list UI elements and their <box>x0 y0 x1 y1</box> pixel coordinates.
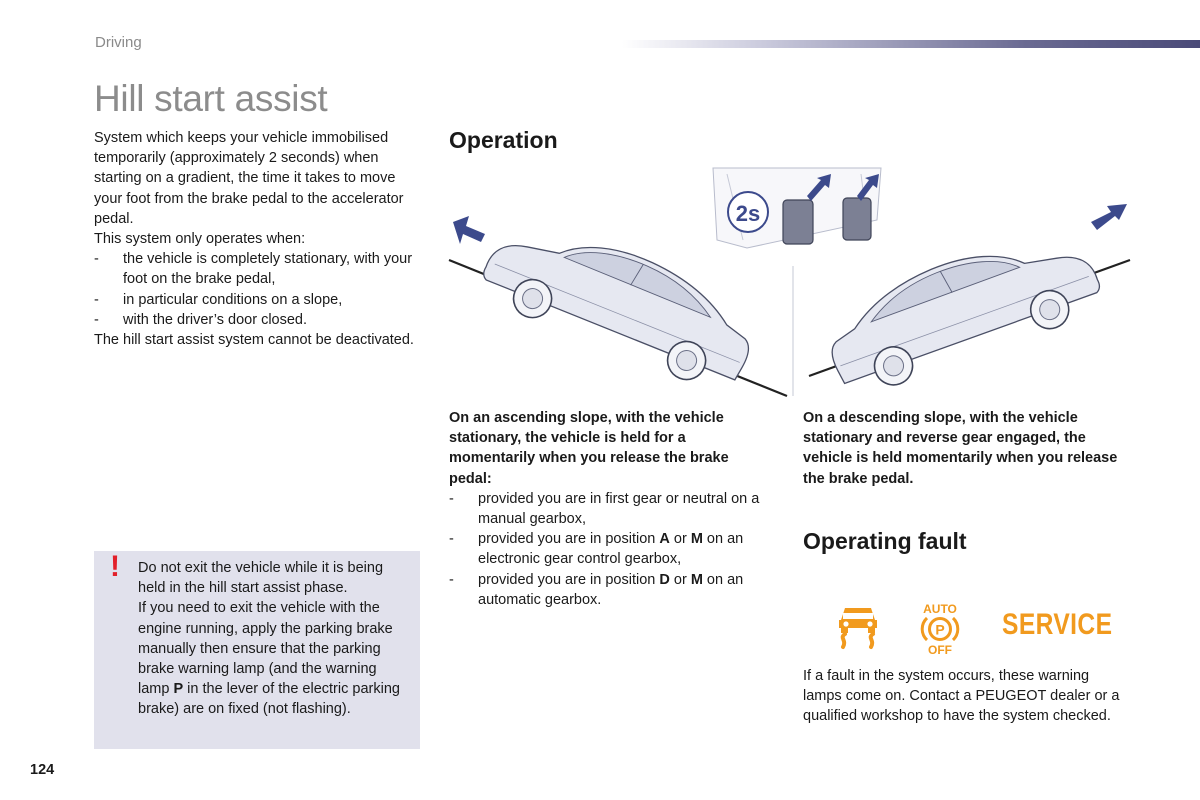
intro-paragraph: System which keeps your vehicle immobilised temporarily (approximately 2 seconds) when starting on a gradient, the time it takes to move your foot from the brake pedal to the accelerator pedal. <box>94 130 404 227</box>
arrow-reverse-icon <box>1091 204 1127 230</box>
warning-text-pre: If you need to exit the vehicle with the engine running, apply the parking brake manually then ensure that the parking brake warning lamp (and the warning lamp <box>138 600 393 698</box>
list-item-text-post: on an electronic gear control gearbox, <box>478 531 744 568</box>
auto-label: AUTO <box>923 602 957 616</box>
list-item-text-pre: provided you are in position <box>478 571 660 588</box>
warning-lamps <box>835 600 1113 656</box>
list-item: - provided you are in position A or M on an electronic gear control gearbox, <box>449 531 744 568</box>
ascending-slope-text <box>449 408 769 610</box>
page-title: Hill start assist <box>94 78 328 119</box>
list-item: - the vehicle is completely stationary, with your foot on the brake pedal, <box>94 251 413 288</box>
list-item-text: provided you are in first gear or neutral on a manual gearbox, <box>478 490 760 528</box>
gear-position: A <box>659 531 670 548</box>
operating-fault-heading: Operating fault <box>803 528 967 554</box>
header-gradient-bar <box>622 40 1200 48</box>
fault-text: If a fault in the system occurs, these warning lamps come on. Contact a PEUGEOT dealer or a qualified workshop to have the system checked. <box>803 668 1120 725</box>
list-item-text: with the driver’s door closed. <box>123 311 308 328</box>
warning-box <box>94 551 420 749</box>
intro-section <box>94 128 419 350</box>
list-item-text-mid: or <box>669 571 691 588</box>
ascending-conditions-list <box>449 489 769 610</box>
list-item-text: in particular conditions on a slope, <box>123 291 343 308</box>
ascending-lead: On an ascending slope, with the vehicle stationary, the vehicle is held for a momentarily when you release the brake pedal: <box>449 410 729 487</box>
operation-heading: Operation <box>449 127 558 153</box>
auto-p-off-icon <box>917 602 963 656</box>
page-number: 124 <box>30 762 55 778</box>
warning-paragraph <box>138 598 410 719</box>
off-label: OFF <box>928 643 952 656</box>
warning-text-post: in the lever of the electric parking brake) are on fixed (not flashing). <box>138 681 400 718</box>
conditions-lead: This system only operates when: <box>94 231 306 248</box>
list-item: - in particular conditions on a slope, <box>94 291 343 308</box>
auto-p-label: P <box>935 621 945 638</box>
warning-lamp-letter: P <box>173 681 184 698</box>
accelerator-pedal <box>843 198 871 240</box>
brake-pedal <box>783 200 813 244</box>
list-item-text-post: on an automatic gearbox. <box>478 571 744 608</box>
list-item: - with the driver’s door closed. <box>94 311 308 328</box>
hill-start-illustration <box>447 160 1132 400</box>
warning-paragraph: Do not exit the vehicle while it is being held in the hill start assist phase. <box>138 560 384 597</box>
intro-closing: The hill start assist system cannot be deactivated. <box>94 332 414 349</box>
list-item-text: the vehicle is completely stationary, with your foot on the brake pedal, <box>123 251 413 288</box>
gear-position: M <box>690 571 703 588</box>
list-item: - provided you are in first gear or neutral on a manual gearbox, <box>449 490 760 528</box>
gear-position: D <box>659 571 670 588</box>
skid-warning-icon <box>835 602 881 650</box>
service-warning-icon: SERVICE <box>1002 608 1113 641</box>
arrow-forward-icon <box>453 216 485 244</box>
timer-label: 2s <box>735 201 761 226</box>
warning-icon: ! <box>110 550 120 583</box>
section-label: Driving <box>95 34 142 51</box>
warning-text <box>138 558 410 720</box>
list-item-text-mid: or <box>669 531 691 548</box>
list-item: - provided you are in position D or M on an automatic gearbox. <box>449 571 744 608</box>
list-item-text-pre: provided you are in position <box>478 531 660 548</box>
descending-car <box>816 217 1109 400</box>
descending-slope-text: On a descending slope, with the vehicle stationary and reverse gear engaged, the vehicle is held momentarily when you release the brake pedal. <box>803 410 1118 487</box>
conditions-list <box>94 249 419 330</box>
gear-position: M <box>690 531 703 548</box>
